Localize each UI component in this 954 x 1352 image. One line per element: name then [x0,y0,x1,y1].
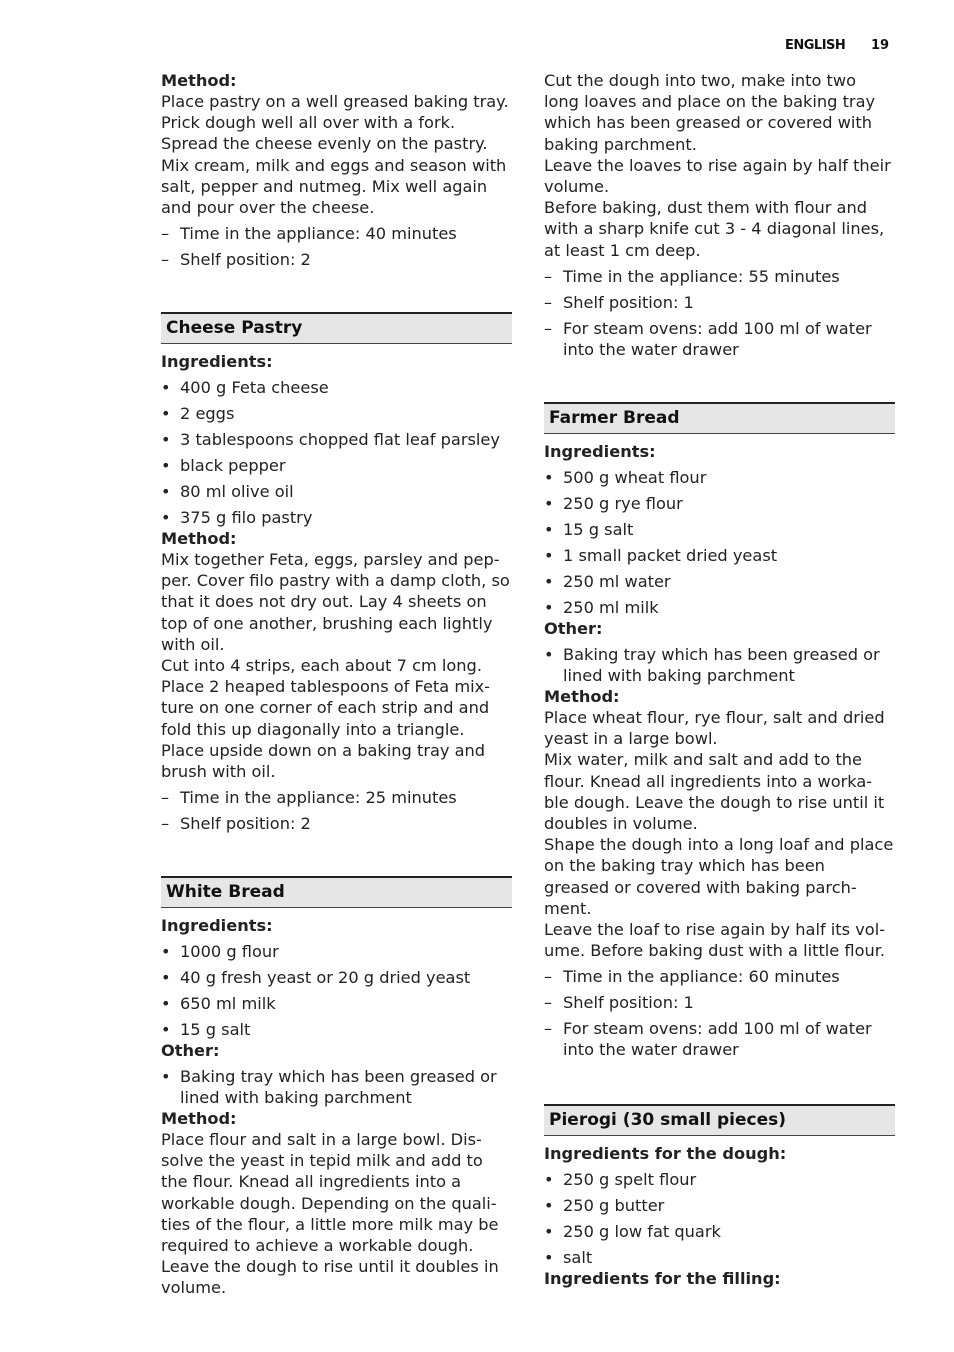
list-item: • 250 ml milk [544,598,659,617]
list-item: • 250 g spelt flour [544,1170,697,1189]
list-item: – Shelf position: 2 [161,250,311,270]
ingredients-label: Ingredients: [161,916,273,935]
method-label: Method: [161,71,237,90]
list-item: • 250 ml water [544,572,671,591]
method-label: Method: [161,1109,237,1128]
method-steps [161,223,512,270]
list-item: • 250 g rye flour [544,494,683,513]
list-item: – Time in the appliance: 25 minutes [161,788,457,808]
list-item: – For steam ovens: add 100 ml of water into the water drawer [544,318,872,359]
white-bread-continued [544,70,895,365]
other-list [161,1066,512,1108]
language-label: ENGLISH [785,38,846,53]
method-text: Mix together Feta, eggs, parsley and pep-per. Cover filo pastry with a damp cloth, so that it does not dry out. Lay 4 sheets on top of one another, brushing each lightly with oil. [161,550,510,654]
list-item: • 80 ml olive oil [161,482,294,501]
list-item: • 15 g salt [544,520,634,539]
method-text: Mix water, milk and salt and add to the flour. Knead all ingredients into a worka-ble dough. Leave the dough to rise until it doubles in volume. [544,750,885,834]
list-item: – Shelf position: 2 [161,814,311,834]
list-item: – Time in the appliance: 55 minutes [544,266,840,286]
other-label: Other: [161,1041,220,1060]
ingredients-list [161,377,512,528]
method-text: Leave the loaves to rise again by half their volume. [544,155,891,197]
list-item: – Shelf position: 1 [544,292,694,312]
ingredients-label: Ingredients: [544,442,656,461]
list-item: – Time in the appliance: 40 minutes [161,224,457,244]
list-item: • 650 ml milk [161,994,276,1013]
page-header [785,38,895,53]
method-steps [544,966,895,1060]
method-text: Place wheat flour, rye flour, salt and dried yeast in a large bowl. [544,708,885,749]
list-item: • Baking tray which has been greased or lined with baking parchment [544,645,880,685]
pierogi-body [544,1143,895,1289]
list-item: • 1 small packet dried yeast [544,546,778,565]
other-label: Other: [544,619,603,638]
method-text: Before baking, dust them with flour and with a sharp knife cut 3 - 4 diagonal lines, at least 1 cm deep. [544,198,885,260]
list-item: • black pepper [161,456,286,475]
ingredients-label: Ingredients: [161,352,273,371]
dough-ingredients-list [544,1169,895,1268]
method-label: Method: [544,687,620,706]
ingredients-list [544,467,895,618]
list-item: • 500 g wheat flour [544,468,707,487]
method-label: Method: [161,529,237,548]
section-title-pierogi: Pierogi (30 small pieces) [544,1104,895,1136]
list-item: • 2 eggs [161,404,235,423]
method-text: Place pastry on a well greased baking tray. Prick dough well all over with a fork. Spread the cheese evenly on the pastry. Mix cream, milk and eggs and season with salt, pepper and nutmeg. Mix well again and pour over the cheese. [161,92,509,218]
list-item: • salt [544,1248,593,1267]
list-item: – Shelf position: 1 [544,993,694,1013]
list-item: • 1000 g flour [161,942,279,961]
farmer-bread-body [544,441,895,1065]
filling-ingredients-label: Ingredients for the filling: [544,1269,781,1288]
section-title-white-bread: White Bread [161,876,512,908]
ingredients-list [161,941,512,1040]
section-title-cheese-pastry: Cheese Pastry [161,312,512,344]
list-item: – Time in the appliance: 60 minutes [544,967,840,987]
list-item: • 375 g filo pastry [161,508,313,527]
list-item: • 15 g salt [161,1020,251,1039]
white-bread-body [161,915,512,1299]
method-text: Place flour and salt in a large bowl. Dis-solve the yeast in tepid milk and add to the flour. Knead all ingredients into a workable dough. Depending on the quali-ties of the flour, a little more milk may be required to achieve a workable dough. Leave the dough to rise until it doubles in volume. [161,1130,499,1298]
page-number: 19 [871,38,890,53]
method-text: Leave the loaf to rise again by half its vol-ume. Before baking dust with a little flour. [544,920,886,961]
list-item: • 250 g low fat quark [544,1222,721,1241]
list-item: • Baking tray which has been greased or lined with baking parchment [161,1067,497,1107]
section-title-farmer-bread: Farmer Bread [544,402,895,434]
method-text: Shape the dough into a long loaf and place on the baking tray which has been greased or covered with baking parch-ment. [544,835,894,918]
cheese-pastry-body [161,351,512,839]
method-text: Cut into 4 strips, each about 7 cm long. Place 2 heaped tablespoons of Feta mix-ture on one corner of each strip and and fold this up diagonally into a triangle. Place upside down on a baking tray and brush with oil. [161,656,491,782]
list-item: • 40 g fresh yeast or 20 g dried yeast [161,968,471,987]
list-item: – For steam ovens: add 100 ml of water into the water drawer [544,1019,872,1060]
dough-ingredients-label: Ingredients for the dough: [544,1144,787,1163]
method-steps [544,266,895,360]
list-item: • 400 g Feta cheese [161,378,329,397]
method-block [161,70,512,275]
list-item: • 3 tablespoons chopped flat leaf parsley [161,430,500,449]
method-steps [161,787,512,834]
list-item: • 250 g butter [544,1196,665,1215]
other-list [544,644,895,686]
method-text: Cut the dough into two, make into two long loaves and place on the baking tray which has been greased or covered with baking parchment. [544,71,876,154]
